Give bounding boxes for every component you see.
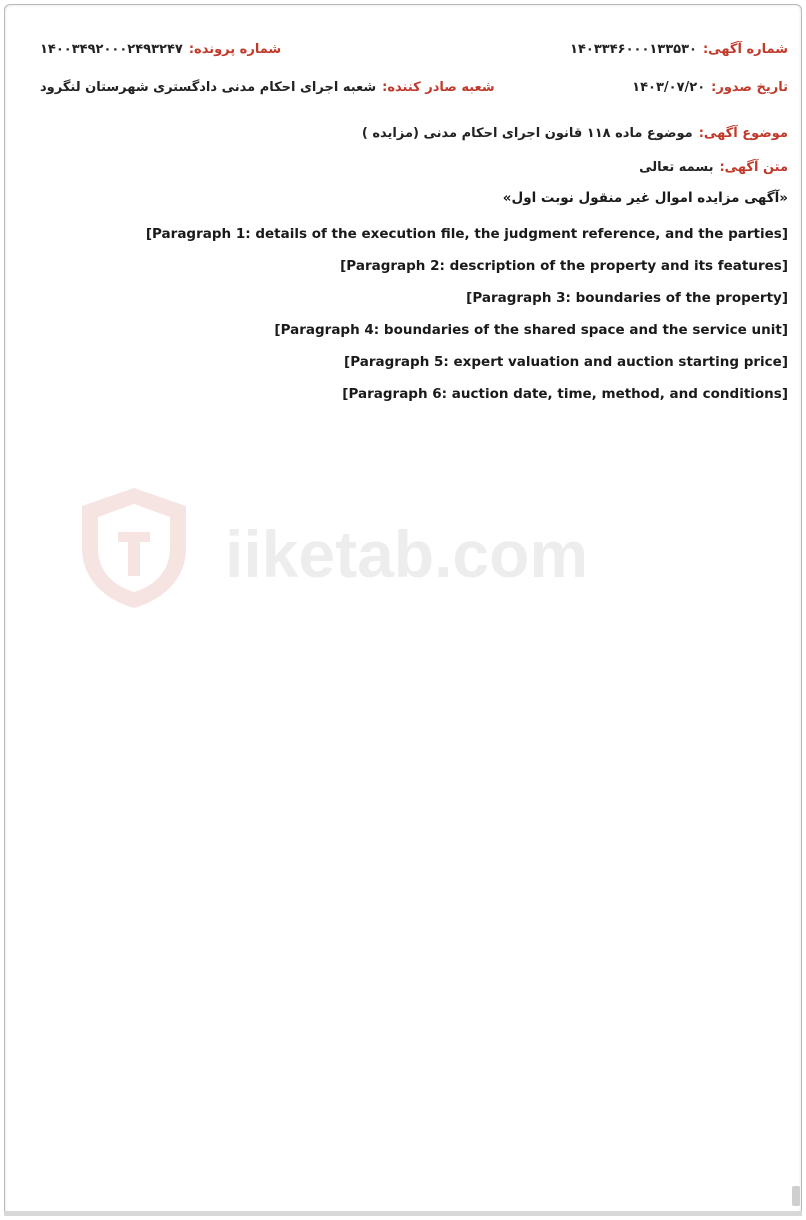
- notice-number-field: [570, 42, 788, 57]
- case-number-value: ۱۴۰۰۳۴۹۲۰۰۰۲۴۹۳۲۴۷: [40, 41, 183, 57]
- paragraph-case-details: [Paragraph 1: details of the execution file, the judgment reference, and the parties]: [145, 226, 788, 242]
- body-title-label: متن آگهی:: [719, 160, 788, 175]
- paragraph-boundaries: [Paragraph 3: boundaries of the property]: [466, 290, 788, 306]
- case-number-label: شماره پرونده:: [188, 41, 282, 57]
- issue-date-field: [632, 80, 788, 95]
- issuer-label: شعبه صادر کننده:: [382, 79, 495, 95]
- subject-field: [362, 126, 788, 141]
- notice-body: [18, 222, 788, 414]
- paragraph-auction-conditions: [Paragraph 6: auction date, time, method, and conditions]: [342, 386, 788, 402]
- header-row-1: [40, 30, 788, 68]
- case-number-field: [40, 42, 281, 57]
- paragraph-shared-area-boundaries: [Paragraph 4: boundaries of the shared space and the service unit]: [274, 322, 788, 338]
- paragraph-property-description: [Paragraph 2: description of the property and its features]: [340, 258, 788, 274]
- paragraph-valuation: [Paragraph 5: expert valuation and auction starting price]: [344, 354, 788, 370]
- scrollbar-thumb[interactable]: [792, 1186, 800, 1206]
- issuer-field: [40, 80, 495, 95]
- issue-date-label: تاریخ صدور:: [711, 79, 788, 95]
- horizontal-scrollbar[interactable]: [4, 1211, 802, 1216]
- issuer-value: شعبه اجرای احکام مدنی دادگستری شهرستان لنگرود: [40, 79, 377, 95]
- issue-date-value: ۱۴۰۳/۰۷/۲۰: [632, 79, 706, 95]
- notice-number-value: ۱۴۰۳۳۴۶۰۰۰۱۳۳۵۳۰: [570, 41, 697, 57]
- body-title-value: بسمه تعالی: [639, 160, 714, 175]
- subject-label: موضوع آگهی:: [698, 126, 788, 141]
- header-row-2: [40, 68, 788, 106]
- notice-heading: «آگهی مزایده اموال غیر منقول نوبت اول»: [502, 190, 788, 206]
- body-title-field: [639, 160, 788, 175]
- subject-value: موضوع ماده ۱۱۸ قانون اجرای احکام مدنی (مزایده ): [361, 126, 693, 141]
- header: [40, 30, 788, 106]
- watermark-text: iiketab.com: [225, 517, 589, 591]
- document-frame: [4, 4, 802, 1216]
- notice-number-label: شماره آگهی:: [702, 41, 788, 57]
